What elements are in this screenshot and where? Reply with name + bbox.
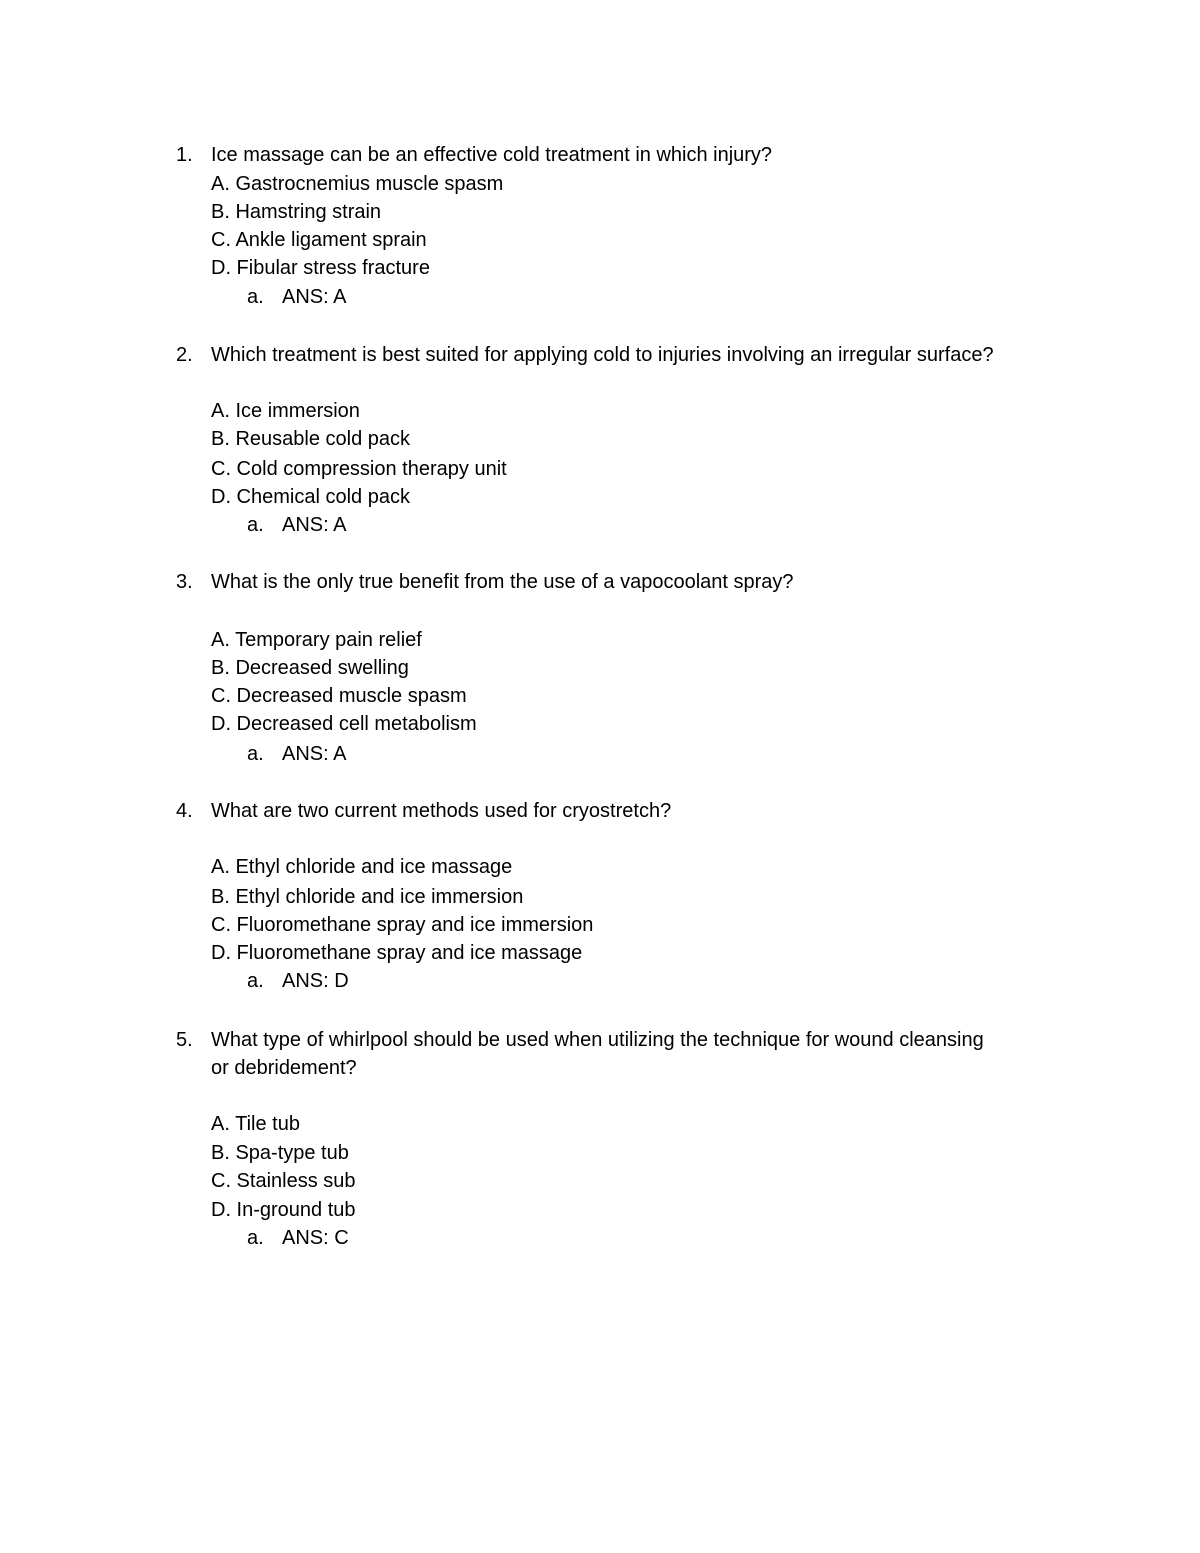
answer-text: ANS: A — [282, 743, 347, 765]
answer-marker: a. — [247, 743, 264, 765]
question-number: 5. — [176, 1029, 193, 1051]
question-number: 2. — [176, 344, 193, 366]
option-c: C. Fluoromethane spray and ice immersion — [211, 914, 594, 936]
question-text: What are two current methods used for cryostretch? — [211, 800, 672, 822]
answer-text: ANS: C — [282, 1227, 349, 1249]
answer-marker: a. — [247, 514, 264, 536]
question-number: 1. — [176, 144, 193, 166]
question-text: What is the only true benefit from the use of a vapocoolant spray? — [211, 571, 794, 593]
question-text-continued: or debridement? — [211, 1057, 357, 1079]
question-text: Which treatment is best suited for applying cold to injuries involving an irregular surface? — [211, 344, 994, 366]
option-d: D. Fluoromethane spray and ice massage — [211, 942, 583, 964]
option-b: B. Decreased swelling — [211, 657, 409, 679]
option-b: B. Reusable cold pack — [211, 428, 411, 450]
option-b: B. Ethyl chloride and ice immersion — [211, 886, 524, 908]
answer-text: ANS: A — [282, 286, 347, 308]
question-number: 3. — [176, 571, 193, 593]
option-a: A. Ice immersion — [211, 400, 360, 422]
option-d: D. Decreased cell metabolism — [211, 713, 477, 735]
option-a: A. Ethyl chloride and ice massage — [211, 856, 513, 878]
answer-text: ANS: A — [282, 514, 347, 536]
answer-text: ANS: D — [282, 970, 349, 992]
answer-marker: a. — [247, 1227, 264, 1249]
option-d: D. Fibular stress fracture — [211, 257, 430, 279]
option-c: C. Ankle ligament sprain — [211, 229, 427, 251]
option-c: C. Cold compression therapy unit — [211, 458, 507, 480]
option-b: B. Hamstring strain — [211, 201, 382, 223]
option-a: A. Gastrocnemius muscle spasm — [211, 173, 504, 195]
question-text: Ice massage can be an effective cold treatment in which injury? — [211, 144, 773, 166]
question-number: 4. — [176, 800, 193, 822]
option-c: C. Decreased muscle spasm — [211, 685, 467, 707]
question-text: What type of whirlpool should be used when utilizing the technique for wound cleansing — [211, 1029, 984, 1051]
option-a: A. Tile tub — [211, 1113, 300, 1135]
answer-marker: a. — [247, 970, 264, 992]
option-d: D. Chemical cold pack — [211, 486, 410, 508]
option-a: A. Temporary pain relief — [211, 629, 422, 651]
answer-marker: a. — [247, 286, 264, 308]
option-d: D. In-ground tub — [211, 1199, 356, 1221]
option-c: C. Stainless sub — [211, 1170, 356, 1192]
option-b: B. Spa-type tub — [211, 1142, 349, 1164]
